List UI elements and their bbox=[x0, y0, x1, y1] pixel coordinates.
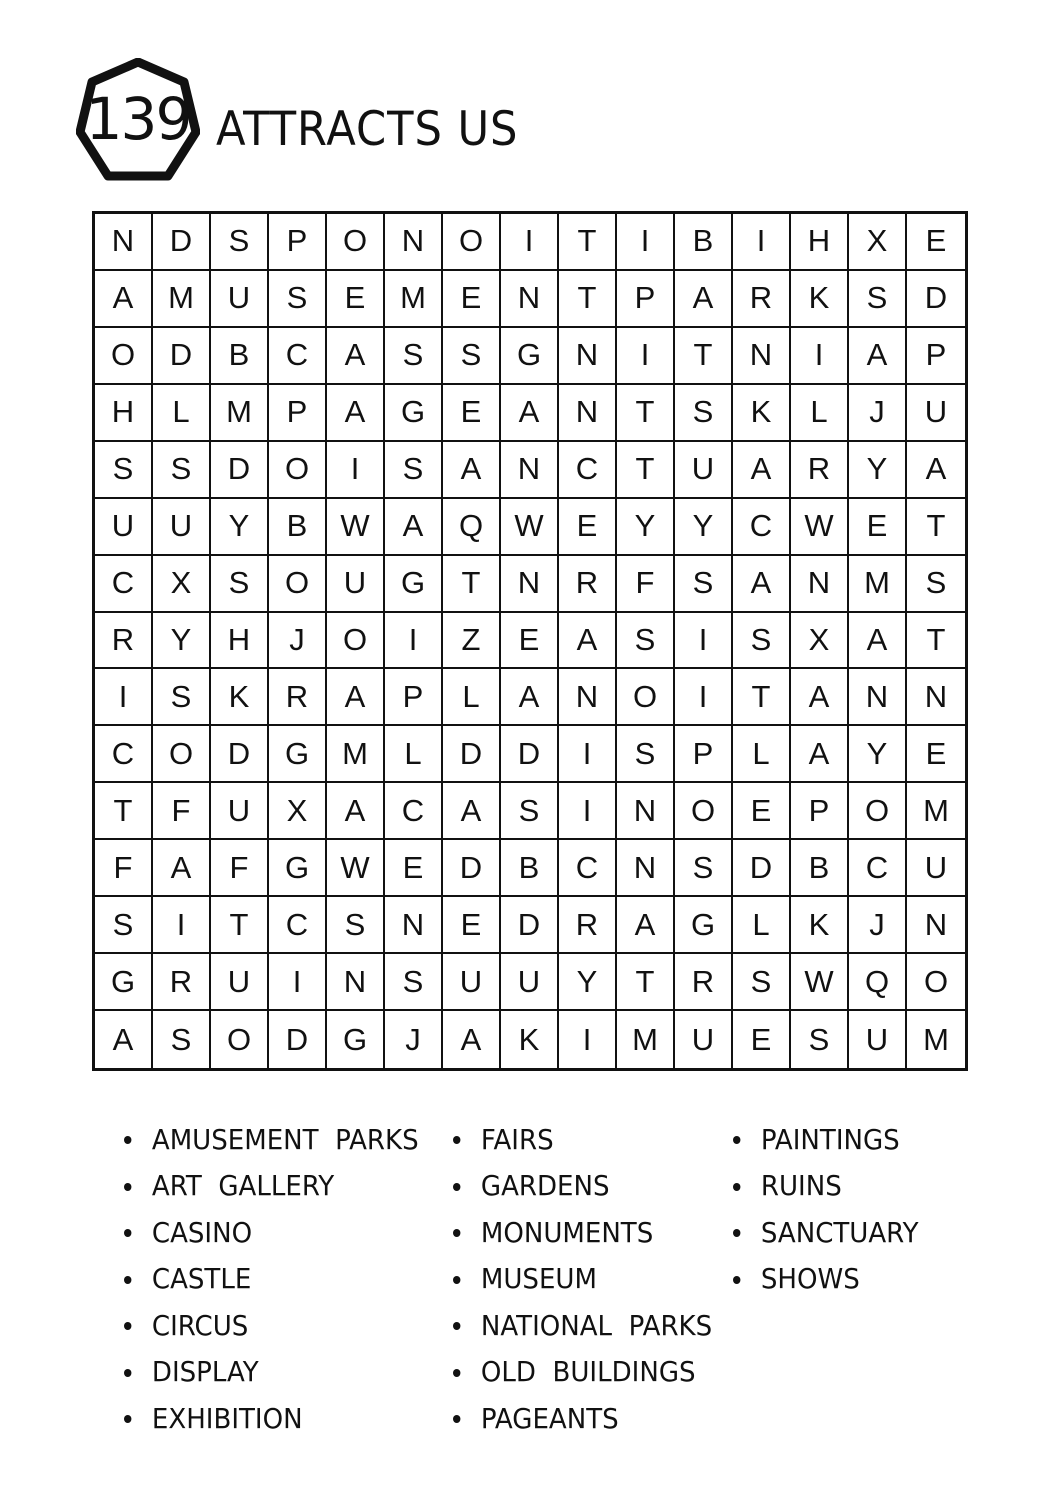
grid-cell[interactable]: A bbox=[791, 726, 849, 783]
grid-cell[interactable]: T bbox=[907, 613, 965, 670]
grid-cell[interactable]: W bbox=[327, 840, 385, 897]
bullet-icon bbox=[453, 1136, 460, 1144]
grid-cell[interactable]: G bbox=[327, 1011, 385, 1068]
word-list-item bbox=[124, 1395, 419, 1442]
grid-cell[interactable]: R bbox=[95, 613, 153, 670]
grid-cell[interactable]: N bbox=[849, 669, 907, 726]
grid-cell[interactable]: S bbox=[153, 1011, 211, 1068]
grid-cell[interactable]: J bbox=[849, 897, 907, 954]
grid-cell[interactable]: A bbox=[95, 1011, 153, 1068]
grid-cell[interactable]: C bbox=[733, 499, 791, 556]
grid-cell[interactable]: N bbox=[559, 328, 617, 385]
grid-cell[interactable]: M bbox=[849, 556, 907, 613]
grid-cell[interactable]: A bbox=[791, 669, 849, 726]
grid-cell[interactable]: U bbox=[95, 499, 153, 556]
grid-cell[interactable]: F bbox=[617, 556, 675, 613]
grid-cell[interactable]: A bbox=[443, 783, 501, 840]
grid-cell[interactable]: D bbox=[211, 442, 269, 499]
word-label: SHOWS bbox=[760, 1262, 860, 1296]
grid-cell[interactable]: S bbox=[617, 726, 675, 783]
grid-cell[interactable]: M bbox=[617, 1011, 675, 1068]
grid-cell[interactable]: C bbox=[95, 726, 153, 783]
grid-cell[interactable]: G bbox=[269, 726, 327, 783]
grid-cell[interactable]: D bbox=[269, 1011, 327, 1068]
grid-cell[interactable]: J bbox=[385, 1011, 443, 1068]
grid-cell[interactable]: O bbox=[269, 556, 327, 613]
grid-cell[interactable]: Y bbox=[153, 613, 211, 670]
grid-cell[interactable]: P bbox=[617, 271, 675, 328]
bullet-icon bbox=[733, 1136, 740, 1144]
word-list-item bbox=[453, 1116, 712, 1163]
grid-cell[interactable]: C bbox=[559, 442, 617, 499]
grid-cell[interactable]: K bbox=[733, 385, 791, 442]
grid-cell[interactable]: B bbox=[675, 214, 733, 271]
grid-cell[interactable]: U bbox=[153, 499, 211, 556]
grid-cell[interactable]: I bbox=[617, 328, 675, 385]
grid-cell[interactable]: S bbox=[327, 897, 385, 954]
grid-cell[interactable]: Y bbox=[849, 726, 907, 783]
grid-cell[interactable]: J bbox=[849, 385, 907, 442]
grid-cell[interactable]: B bbox=[791, 840, 849, 897]
grid-cell[interactable]: I bbox=[791, 328, 849, 385]
grid-cell[interactable]: I bbox=[559, 783, 617, 840]
grid-cell[interactable]: S bbox=[733, 954, 791, 1011]
grid-cell[interactable]: E bbox=[443, 271, 501, 328]
grid-cell[interactable]: T bbox=[617, 385, 675, 442]
grid-cell[interactable]: R bbox=[559, 556, 617, 613]
grid-cell[interactable]: N bbox=[733, 328, 791, 385]
grid-cell[interactable]: P bbox=[791, 783, 849, 840]
bullet-icon bbox=[124, 1136, 131, 1144]
grid-cell[interactable]: O bbox=[95, 328, 153, 385]
grid-cell[interactable]: T bbox=[211, 897, 269, 954]
word-list-item bbox=[124, 1163, 419, 1210]
grid-cell[interactable]: L bbox=[791, 385, 849, 442]
grid-cell[interactable]: D bbox=[907, 271, 965, 328]
bullet-icon bbox=[453, 1369, 460, 1377]
grid-cell[interactable]: N bbox=[559, 385, 617, 442]
grid-cell[interactable]: E bbox=[733, 1011, 791, 1068]
grid-cell[interactable]: N bbox=[385, 214, 443, 271]
grid-cell[interactable]: T bbox=[617, 442, 675, 499]
grid-cell[interactable]: S bbox=[95, 442, 153, 499]
grid-cell[interactable]: S bbox=[617, 613, 675, 670]
word-label: PAGEANTS bbox=[480, 1401, 619, 1435]
bullet-icon bbox=[733, 1276, 740, 1284]
word-list-item bbox=[453, 1349, 712, 1396]
grid-cell[interactable]: D bbox=[501, 897, 559, 954]
grid-cell[interactable]: I bbox=[675, 613, 733, 670]
word-label: DISPLAY bbox=[151, 1355, 259, 1389]
grid-cell[interactable]: S bbox=[675, 385, 733, 442]
word-label: EXHIBITION bbox=[151, 1401, 303, 1435]
grid-cell[interactable]: N bbox=[501, 556, 559, 613]
grid-cell[interactable]: U bbox=[907, 385, 965, 442]
grid-cell[interactable]: E bbox=[443, 897, 501, 954]
grid-cell[interactable]: L bbox=[733, 897, 791, 954]
grid-cell[interactable]: N bbox=[385, 897, 443, 954]
grid-cell[interactable]: L bbox=[733, 726, 791, 783]
word-list-item bbox=[453, 1209, 712, 1256]
grid-cell[interactable]: Q bbox=[443, 499, 501, 556]
grid-cell[interactable]: G bbox=[501, 328, 559, 385]
grid-cell[interactable]: E bbox=[849, 499, 907, 556]
word-label: CASINO bbox=[151, 1215, 253, 1249]
grid-cell[interactable]: A bbox=[327, 385, 385, 442]
grid-cell[interactable]: S bbox=[907, 556, 965, 613]
word-label: SANCTUARY bbox=[760, 1215, 919, 1249]
bullet-icon bbox=[124, 1369, 131, 1377]
word-list-item bbox=[733, 1116, 919, 1163]
grid-cell[interactable]: Q bbox=[849, 954, 907, 1011]
grid-cell[interactable]: A bbox=[385, 499, 443, 556]
grid-cell[interactable]: S bbox=[95, 897, 153, 954]
grid-cell[interactable]: A bbox=[501, 669, 559, 726]
grid-cell[interactable]: C bbox=[849, 840, 907, 897]
word-label: GARDENS bbox=[480, 1169, 610, 1203]
grid-cell[interactable]: H bbox=[211, 613, 269, 670]
grid-cell[interactable]: X bbox=[849, 214, 907, 271]
grid-cell[interactable]: S bbox=[385, 954, 443, 1011]
grid-cell[interactable]: C bbox=[269, 328, 327, 385]
word-label: ART GALLERY bbox=[151, 1169, 335, 1203]
grid-cell[interactable]: P bbox=[269, 214, 327, 271]
grid-cell[interactable]: O bbox=[327, 613, 385, 670]
word-label: MUSEUM bbox=[480, 1262, 597, 1296]
grid-cell[interactable]: D bbox=[211, 726, 269, 783]
grid-cell[interactable]: P bbox=[385, 669, 443, 726]
grid-cell[interactable]: R bbox=[791, 442, 849, 499]
grid-cell[interactable]: R bbox=[733, 271, 791, 328]
grid-cell[interactable]: X bbox=[269, 783, 327, 840]
bullet-icon bbox=[453, 1415, 460, 1423]
word-list-column bbox=[453, 1116, 732, 1442]
grid-cell[interactable]: I bbox=[559, 1011, 617, 1068]
grid-cell[interactable]: U bbox=[211, 271, 269, 328]
grid-cell[interactable]: X bbox=[791, 613, 849, 670]
grid-cell[interactable]: S bbox=[385, 442, 443, 499]
grid-cell[interactable]: N bbox=[95, 214, 153, 271]
grid-cell[interactable]: G bbox=[269, 840, 327, 897]
grid-cell[interactable]: D bbox=[153, 328, 211, 385]
bullet-icon bbox=[124, 1415, 131, 1423]
grid-cell[interactable]: A bbox=[849, 328, 907, 385]
grid-cell[interactable]: I bbox=[559, 726, 617, 783]
bullet-icon bbox=[124, 1276, 131, 1284]
grid-cell[interactable]: A bbox=[327, 328, 385, 385]
grid-cell[interactable]: W bbox=[791, 499, 849, 556]
grid-cell[interactable]: F bbox=[95, 840, 153, 897]
grid-cell[interactable]: E bbox=[501, 613, 559, 670]
word-label: RUINS bbox=[760, 1169, 842, 1203]
grid-cell[interactable]: T bbox=[907, 499, 965, 556]
bullet-icon bbox=[453, 1229, 460, 1237]
grid-cell[interactable]: D bbox=[443, 840, 501, 897]
grid-cell[interactable]: D bbox=[501, 726, 559, 783]
grid-cell[interactable]: I bbox=[675, 669, 733, 726]
bullet-icon bbox=[124, 1322, 131, 1330]
grid-cell[interactable]: E bbox=[443, 385, 501, 442]
grid-cell[interactable]: A bbox=[733, 442, 791, 499]
grid-cell[interactable]: D bbox=[443, 726, 501, 783]
grid-cell[interactable]: K bbox=[211, 669, 269, 726]
grid-cell[interactable]: S bbox=[443, 328, 501, 385]
grid-cell[interactable]: M bbox=[211, 385, 269, 442]
word-list-item bbox=[733, 1256, 919, 1303]
grid-cell[interactable]: I bbox=[733, 214, 791, 271]
grid-cell[interactable]: A bbox=[443, 1011, 501, 1068]
grid-cell[interactable]: W bbox=[327, 499, 385, 556]
grid-cell[interactable]: A bbox=[675, 271, 733, 328]
grid-cell[interactable]: G bbox=[675, 897, 733, 954]
puzzle-title: ATTRACTS US bbox=[216, 102, 519, 157]
word-list-item bbox=[733, 1209, 919, 1256]
grid-cell[interactable]: S bbox=[269, 271, 327, 328]
grid-cell[interactable]: D bbox=[733, 840, 791, 897]
grid-cell[interactable]: K bbox=[791, 897, 849, 954]
word-list-item bbox=[124, 1209, 419, 1256]
grid-cell[interactable]: N bbox=[617, 840, 675, 897]
grid-cell[interactable]: U bbox=[501, 954, 559, 1011]
word-label: AMUSEMENT PARKS bbox=[151, 1122, 419, 1156]
bullet-icon bbox=[453, 1183, 460, 1191]
grid-cell[interactable]: O bbox=[327, 214, 385, 271]
grid-cell[interactable]: N bbox=[791, 556, 849, 613]
grid-cell[interactable]: P bbox=[269, 385, 327, 442]
grid-cell[interactable]: F bbox=[211, 840, 269, 897]
grid-cell[interactable]: B bbox=[501, 840, 559, 897]
grid-cell[interactable]: I bbox=[95, 669, 153, 726]
grid-cell[interactable]: Y bbox=[559, 954, 617, 1011]
grid-cell[interactable]: N bbox=[501, 271, 559, 328]
grid-cell[interactable]: N bbox=[617, 783, 675, 840]
grid-cell[interactable]: U bbox=[443, 954, 501, 1011]
grid-cell[interactable]: A bbox=[327, 669, 385, 726]
grid-cell[interactable]: U bbox=[211, 954, 269, 1011]
grid-cell[interactable]: O bbox=[153, 726, 211, 783]
grid-cell[interactable]: R bbox=[153, 954, 211, 1011]
grid-cell[interactable]: N bbox=[559, 669, 617, 726]
word-label: PAINTINGS bbox=[760, 1122, 900, 1156]
word-list-item bbox=[453, 1163, 712, 1210]
grid-cell[interactable]: P bbox=[675, 726, 733, 783]
grid-cell[interactable]: M bbox=[385, 271, 443, 328]
grid-cell[interactable]: A bbox=[95, 271, 153, 328]
grid-cell[interactable]: T bbox=[559, 214, 617, 271]
grid-cell[interactable]: J bbox=[269, 613, 327, 670]
puzzle-number: 139 bbox=[85, 85, 191, 153]
grid-cell[interactable]: I bbox=[269, 954, 327, 1011]
grid-cell[interactable]: U bbox=[211, 783, 269, 840]
grid-cell[interactable]: O bbox=[617, 669, 675, 726]
grid-cell[interactable]: G bbox=[95, 954, 153, 1011]
grid-cell[interactable]: U bbox=[675, 1011, 733, 1068]
grid-cell[interactable]: T bbox=[733, 669, 791, 726]
word-list-item bbox=[124, 1256, 419, 1303]
grid-cell[interactable]: N bbox=[907, 669, 965, 726]
grid-cell[interactable]: Y bbox=[849, 442, 907, 499]
puzzle-number-badge bbox=[76, 58, 200, 190]
grid-cell[interactable]: C bbox=[385, 783, 443, 840]
grid-cell[interactable]: G bbox=[385, 385, 443, 442]
grid-cell[interactable]: O bbox=[269, 442, 327, 499]
grid-cell[interactable]: M bbox=[907, 783, 965, 840]
grid-cell[interactable]: P bbox=[907, 328, 965, 385]
grid-cell[interactable]: Z bbox=[443, 613, 501, 670]
grid-cell[interactable]: S bbox=[153, 669, 211, 726]
word-label: OLD BUILDINGS bbox=[480, 1355, 696, 1389]
grid-cell[interactable]: S bbox=[675, 840, 733, 897]
grid-cell[interactable]: Y bbox=[675, 499, 733, 556]
grid-cell[interactable]: A bbox=[617, 897, 675, 954]
grid-cell[interactable]: H bbox=[791, 214, 849, 271]
grid-cell[interactable]: B bbox=[211, 328, 269, 385]
word-label: CIRCUS bbox=[151, 1308, 249, 1342]
grid-cell[interactable]: M bbox=[327, 726, 385, 783]
bullet-icon bbox=[124, 1229, 131, 1237]
grid-cell[interactable]: T bbox=[675, 328, 733, 385]
grid-cell[interactable]: F bbox=[153, 783, 211, 840]
grid-cell[interactable]: O bbox=[211, 1011, 269, 1068]
bullet-icon bbox=[453, 1322, 460, 1330]
grid-cell[interactable]: R bbox=[675, 954, 733, 1011]
grid-cell[interactable]: S bbox=[849, 271, 907, 328]
word-list-column bbox=[124, 1116, 441, 1442]
grid-cell[interactable]: K bbox=[501, 1011, 559, 1068]
grid-cell[interactable]: N bbox=[907, 897, 965, 954]
word-list-item bbox=[453, 1256, 712, 1303]
grid-cell[interactable]: C bbox=[95, 556, 153, 613]
grid-cell[interactable]: D bbox=[153, 214, 211, 271]
bullet-icon bbox=[733, 1183, 740, 1191]
grid-cell[interactable]: U bbox=[327, 556, 385, 613]
grid-cell[interactable]: S bbox=[153, 442, 211, 499]
grid-cell[interactable]: M bbox=[923, 1021, 949, 1057]
word-label: NATIONAL PARKS bbox=[480, 1308, 713, 1342]
word-list-item bbox=[124, 1302, 419, 1349]
grid-cell[interactable]: M bbox=[153, 271, 211, 328]
word-search-grid bbox=[92, 211, 968, 1071]
grid-cell[interactable]: O bbox=[907, 954, 965, 1011]
grid-cell[interactable]: U bbox=[907, 840, 965, 897]
grid-cell[interactable]: I bbox=[501, 214, 559, 271]
grid-cell[interactable]: K bbox=[791, 271, 849, 328]
grid-cell[interactable]: A bbox=[907, 442, 965, 499]
grid-cell[interactable]: E bbox=[385, 840, 443, 897]
grid-cell[interactable]: S bbox=[675, 556, 733, 613]
word-list-item bbox=[124, 1349, 419, 1396]
grid-cell[interactable]: E bbox=[733, 783, 791, 840]
bullet-icon bbox=[733, 1229, 740, 1237]
grid-cell[interactable]: E bbox=[327, 271, 385, 328]
word-label: FAIRS bbox=[480, 1122, 554, 1156]
grid-cell[interactable]: L bbox=[385, 726, 443, 783]
grid-cell[interactable]: S bbox=[791, 1011, 849, 1068]
word-label: CASTLE bbox=[151, 1262, 252, 1296]
word-list-item bbox=[453, 1395, 712, 1442]
grid-cell[interactable]: L bbox=[443, 669, 501, 726]
word-list-item bbox=[453, 1302, 712, 1349]
grid-cell[interactable]: C bbox=[269, 897, 327, 954]
grid-cell[interactable]: E bbox=[559, 499, 617, 556]
grid-cell[interactable]: T bbox=[95, 783, 153, 840]
grid-cell[interactable]: T bbox=[617, 954, 675, 1011]
grid-cell[interactable]: G bbox=[385, 556, 443, 613]
grid-cell[interactable]: I bbox=[617, 214, 675, 271]
bullet-icon bbox=[124, 1183, 131, 1191]
bullet-icon bbox=[453, 1276, 460, 1284]
grid-cell[interactable]: N bbox=[327, 954, 385, 1011]
grid-cell[interactable]: S bbox=[211, 214, 269, 271]
grid-cell[interactable]: W bbox=[501, 499, 559, 556]
grid-cell[interactable]: A bbox=[849, 613, 907, 670]
grid-cell[interactable]: S bbox=[385, 328, 443, 385]
grid-cell[interactable]: T bbox=[443, 556, 501, 613]
grid-cell[interactable]: Y bbox=[617, 499, 675, 556]
grid-cell[interactable]: E bbox=[907, 214, 965, 271]
word-label: MONUMENTS bbox=[480, 1215, 654, 1249]
word-list-item bbox=[733, 1163, 919, 1210]
grid-cell[interactable]: R bbox=[269, 669, 327, 726]
grid-cell[interactable]: W bbox=[791, 954, 849, 1011]
grid-cell[interactable]: E bbox=[907, 726, 965, 783]
grid-cell[interactable]: H bbox=[95, 385, 153, 442]
grid-cell[interactable]: S bbox=[733, 613, 791, 670]
grid-cell[interactable]: A bbox=[733, 556, 791, 613]
grid-cell[interactable]: I bbox=[327, 442, 385, 499]
grid-cell[interactable]: S bbox=[211, 556, 269, 613]
word-list bbox=[0, 1116, 1061, 1456]
grid-cell[interactable]: I bbox=[385, 613, 443, 670]
word-list-column bbox=[733, 1116, 932, 1302]
grid-cell[interactable]: L bbox=[153, 385, 211, 442]
grid-cell[interactable]: A bbox=[327, 783, 385, 840]
grid-cell[interactable]: S bbox=[501, 783, 559, 840]
grid-cell[interactable]: C bbox=[559, 840, 617, 897]
grid-cell[interactable]: N bbox=[501, 442, 559, 499]
grid-cell[interactable]: O bbox=[443, 214, 501, 271]
grid-cell[interactable]: X bbox=[153, 556, 211, 613]
grid-cell[interactable]: I bbox=[153, 897, 211, 954]
grid-cell[interactable]: T bbox=[559, 271, 617, 328]
grid-cell[interactable]: A bbox=[153, 840, 211, 897]
grid-cell[interactable]: O bbox=[675, 783, 733, 840]
grid-cell[interactable]: A bbox=[443, 442, 501, 499]
word-list-item bbox=[124, 1116, 419, 1163]
grid-cell[interactable]: R bbox=[559, 897, 617, 954]
grid-cell[interactable]: A bbox=[559, 613, 617, 670]
grid-cell[interactable]: Y bbox=[211, 499, 269, 556]
grid-cell[interactable]: U bbox=[849, 1011, 907, 1068]
grid-cell[interactable]: A bbox=[501, 385, 559, 442]
grid-cell[interactable]: U bbox=[675, 442, 733, 499]
grid-cell[interactable]: B bbox=[269, 499, 327, 556]
grid-cell[interactable]: O bbox=[849, 783, 907, 840]
